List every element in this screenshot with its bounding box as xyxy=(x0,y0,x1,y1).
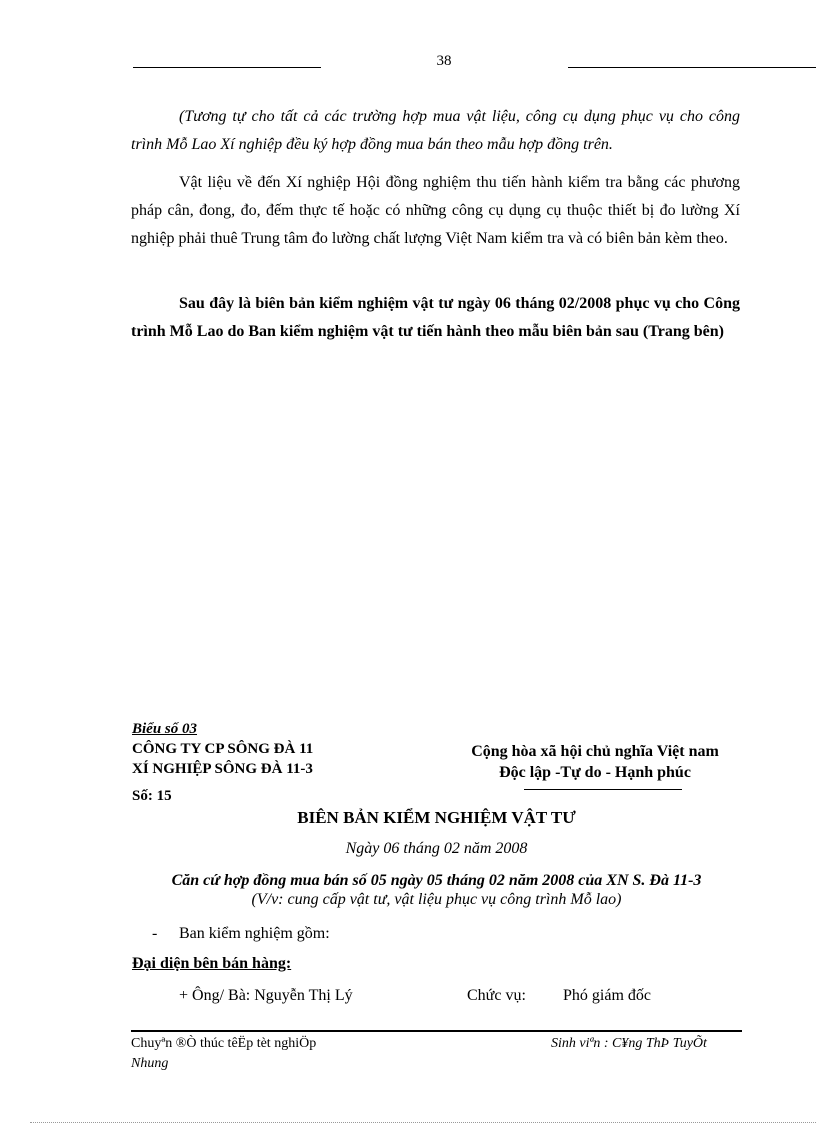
committee-heading: Ban kiểm nghiệm gồm: xyxy=(179,925,330,942)
report-title: BIÊN BẢN KIỂM NGHIỆM VẬT TƯ xyxy=(297,808,576,827)
paragraph-similar-contracts: (Tương tự cho tất cả các trường hợp mua vật liệu, công cụ dụng phục vụ cho công trình Mỗ Lao Xí nghiệp đều ký hợp đồng mua bán theo mẫu hợp đồng trên. xyxy=(131,108,740,153)
paragraph-inspection: Vật liệu về đến Xí nghiệp Hội đồng nghiệm thu tiến hành kiểm tra bằng các phương pháp cân, đong, đo, đếm thực tế hoặc có những công cụ dụng cụ thuộc thiết bị đo lường Xí nghiệp phải thuê Trung tâm đo lường chất lượng Việt Nam kiểm tra và có biên bản kèm theo. xyxy=(131,174,740,247)
motto-underline xyxy=(524,789,682,790)
seller-representative-heading: Đại diện bên bán hàng: xyxy=(132,955,292,972)
contract-basis: Căn cứ hợp đồng mua bán số 05 ngày 05 tháng 02 năm 2008 của XN S. Đà 11-3 xyxy=(171,872,702,889)
representative-name: + Ông/ Bà: Nguyễn Thị Lý xyxy=(179,987,353,1004)
contract-subject: (V/v: cung cấp vật tư, vật liệu phục vụ công trình Mỗ lao) xyxy=(251,891,622,908)
republic-heading: Cộng hòa xã hội chủ nghĩa Việt nam xyxy=(471,743,719,760)
footer-right: Sinh viªn : C¥ng ThÞ TuyÕt xyxy=(551,1036,707,1051)
motto: Độc lập -Tự do - Hạnh phúc xyxy=(499,764,691,781)
committee-bullet: - xyxy=(152,925,158,942)
form-label: Biểu số 03 xyxy=(132,721,198,737)
page-number: 38 xyxy=(436,53,452,69)
footer-left-line2: Nhung xyxy=(131,1056,169,1071)
position-value: Phó giám đốc xyxy=(563,987,651,1004)
document-number: Số: 15 xyxy=(132,788,172,804)
footer-left-line1: Chuyªn ®Ò thúc têËp tèt nghiÖp xyxy=(131,1036,317,1051)
position-label: Chức vụ: xyxy=(467,987,526,1004)
header-rule-right xyxy=(568,67,816,68)
report-date: Ngày 06 tháng 02 năm 2008 xyxy=(345,840,528,857)
footer-rule xyxy=(131,1030,742,1032)
enterprise-name: XÍ NGHIỆP SÔNG ĐÀ 11-3 xyxy=(132,761,313,777)
company-name: CÔNG TY CP SÔNG ĐÀ 11 xyxy=(132,741,314,757)
header-rule-left xyxy=(133,67,321,68)
paragraph-report-intro: Sau đây là biên bản kiểm nghiệm vật tư ngày 06 tháng 02/2008 phục vụ cho Công trình Mỗ Lao do Ban kiểm nghiệm vật tư tiến hành theo mẫu biên bản sau (Trang bên) xyxy=(131,295,740,340)
